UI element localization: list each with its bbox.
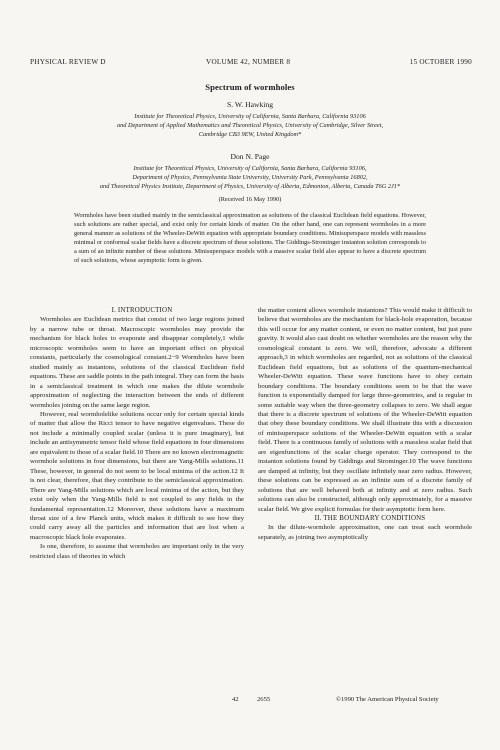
affiliation-line: Institute for Theoretical Physics, University of California, Santa Barbara, California 93106 [134, 113, 366, 120]
paragraph: However, real wormholelike solutions occur only for certain special kinds of matter that allow the Ricci tensor to have negative eigenvalues. These do not include a minimally coupled scalar (unless it is pure imaginary), but include an antisymmetric tensor field whose field equations in four dimensions are equivalent to those of a scalar field.10 There are no known electromagnetic wormhole solutions in four dimensions, but there are Yang-Mills solutions.11 These, however, in general do not seem to be local minima of the action.12 It is not clear, therefore, that they contribute to the semiclassical approximation. There are Yang-Mills solutions which are local minima of the action, but they exist only when the Yang-Mills field is not coupled to any fields in the fundamental representation.12 Moreover, these solutions have a maximum throat size of a few Planck units, which makes it difficult to see how they could carry away all the particles and information that are lost when a macroscopic black hole evaporates. [30, 410, 244, 541]
section-heading-boundary-conditions: II. THE BOUNDARY CONDITIONS [314, 514, 426, 522]
footer-page-number: 2655 [257, 696, 271, 703]
volume-number: VOLUME 42, NUMBER 8 [206, 58, 291, 66]
received-date: (Received 16 May 1990) [218, 196, 282, 203]
author-page: Don N. Page [230, 152, 270, 161]
footer-volume: 42 [232, 696, 239, 703]
paper-title: Spectrum of wormholes [205, 82, 295, 92]
section-heading-introduction: I. INTRODUCTION [111, 307, 173, 314]
paragraph: Wormholes are Euclidean metrics that consist of two large regions joined by a narrow tube or throat. Macroscopic wormholes may provide the mechanism for black holes to evaporate and disappear completely,1 while microscopic wormholes seem to have an important effect on physical constants, particularly the cosmological constant.2−9 Wormholes have been studied mainly as instantons, solutions of the classical Euclidean field equations. These are saddle points in the path integral. They can form the basis in a semiclassical treatment in which one makes the dilute wormhole approximation of neglecting the interaction between the ends of different wormholes joining on the same large region. [30, 316, 244, 409]
abstract: Wormholes have been studied mainly in the semiclassical approximation as solutions of the classical Euclidean field equations. However, such solutions are rather special, and exist only for certain kinds of matter. On the other hand, one can represent wormholes in a more general manner as solutions of the Wheeler-DeWitt equation with appropriate boundary conditions. Minisuperspace models with massless minimal or conformal scalar fields have a discrete spectrum of these solutions. The Giddings-Strominger instanton solution corresponds to a sum of an infinite number of these solutions. Minisuperspace models with a massive scalar field also appear to have a discrete spectrum of such solutions, whose asymptotic form is given. [74, 212, 426, 265]
affiliation-page [24, 164, 476, 191]
author-hawking: S. W. Hawking [227, 100, 273, 109]
affiliation-line: Department of Physics, Pennsylvania State University, University Park, Pennsylvania 16802, [132, 174, 368, 181]
issue-date: 15 OCTOBER 1990 [409, 58, 472, 66]
paragraph: Is one, therefore, to assume that wormholes are important only in the very restricted class of theories in which [30, 543, 244, 560]
affiliation-line: Institute for Theoretical Physics, University of California, Santa Barbara, California 93106, [133, 165, 367, 172]
affiliation-hawking [40, 112, 460, 139]
affiliation-line: and Theoretical Physics Institute, Department of Physics, University of Alberta, Edmonton, Alberta, Canada T6G 2J1* [99, 183, 401, 190]
affiliation-line: Cambridge CB3 9EW, United Kingdom* [198, 131, 302, 138]
right-column [258, 306, 472, 542]
paragraph: In the dilute-wormhole approximation, one can treat each wormhole separately, as joining two asymptotically [258, 524, 472, 541]
paragraph: the matter content allows wormhole instantons? This would make it difficult to believe that wormholes are the mechanism for black-hole evaporation, because this will occur for any matter content, or even no matter content, but just pure gravity. It would also cast doubt on whether wormholes are the reason why the cosmological constant is zero. We will, therefore, advocate a different approach,3 in which wormholes are regarded, not as solutions of the classical Euclidean field equations, but as solutions of the quantum-mechanical Wheeler-DeWitt equation. These wave functions have to obey certain boundary conditions. The boundary conditions seem to be that the wave function is exponentially damped for large three-geometries, and is regular in some suitable way when the three-geometry collapses to zero. We shall argue that there is a discrete spectrum of solutions of the Wheeler-DeWitt equation that obey these boundary conditions. We shall illustrate this with a discussion of minisuperspace solutions of the Wheeler-DeWitt equation with a scalar field. There is a continuous family of solutions with a massless scalar field that are eigenfunctions of the scalar charge operator. They correspond to the instanton solutions found by Giddings and Strominger.10 The wave functions are damped at infinity, but they oscillate infinitely near zero radius. However, these solutions can be expressed as an infinite sum of a discrete family of solutions that are well behaved both at infinity and at zero radius. Such solutions can also be constructed, although only approximately, for a massive scalar field. We give explicit formulas for their asymptotic form here. [258, 307, 472, 513]
footer-copyright: ©1990 The American Physical Society [336, 696, 439, 703]
journal-name: PHYSICAL REVIEW D [30, 58, 106, 66]
affiliation-line: and Department of Applied Mathematics and Theoretical Physics, University of Cambridge, Silver Street, [116, 122, 384, 129]
left-column [30, 306, 244, 561]
